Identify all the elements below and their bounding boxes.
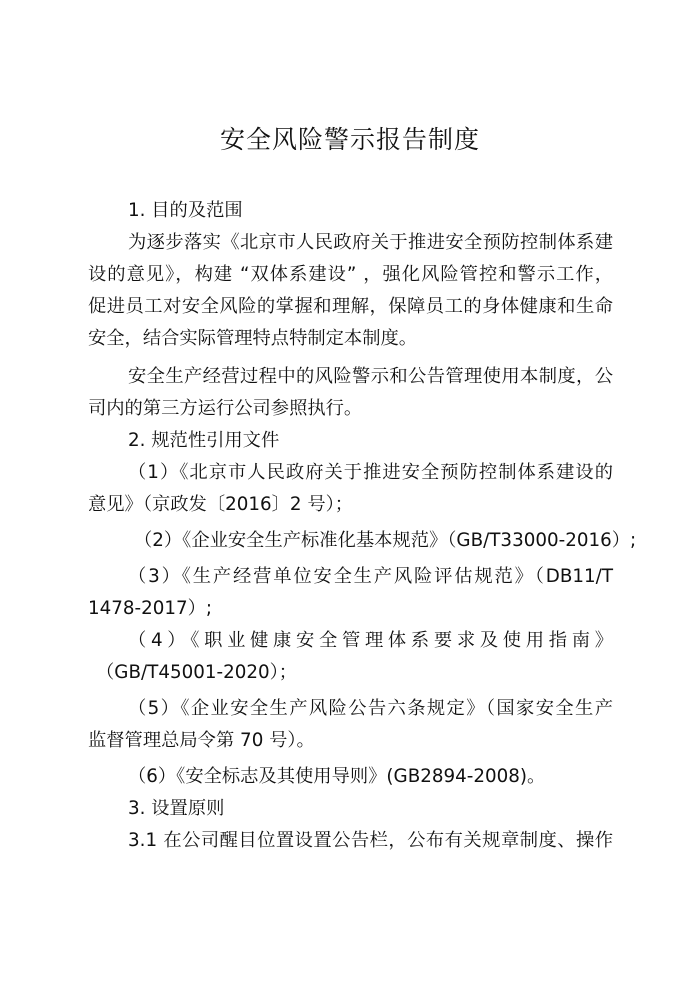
document-title: 安全风险警示报告制度 [219, 125, 480, 154]
reference-item: （GB/T45001-2020）； [96, 662, 298, 683]
reference-item: 意见》（京政发〔2016〕2 号）； [88, 494, 354, 515]
section-heading-1: 1. 目的及范围 [128, 200, 243, 221]
section-heading-2: 2. 规范性引用文件 [128, 430, 280, 451]
section-heading-3: 3. 设置原则 [128, 798, 225, 819]
reference-item: 监督管理总局令第 70 号）。 [88, 730, 315, 751]
reference-item: 1478-2017）; [88, 598, 213, 619]
paragraph-line: 3.1 在公司醒目位置设置公告栏，公布有关规章制度、操作 [128, 830, 613, 851]
reference-item: （3）《生产经营单位安全生产风险评估规范》（DB11/T [128, 566, 613, 587]
paragraph-line: 安全生产经营过程中的风险警示和公告管理使用本制度，公 [128, 366, 613, 387]
reference-item: （1）《北京市人民政府关于推进安全预防控制体系建设的 [128, 462, 613, 483]
paragraph-line: 设的意见》，构建 “双体系建设” ，强化风险管控和警示工作， [88, 264, 613, 285]
paragraph-line: 安全，结合实际管理特点特制定本制度。 [88, 328, 418, 349]
reference-item: （5）《企业安全生产风险公告六条规定》（国家安全生产 [128, 698, 613, 719]
paragraph-line: 促进员工对安全风险的掌握和理解，保障员工的身体健康和生命 [88, 296, 613, 317]
paragraph-line: 司内的第三方运行公司参照执行。 [88, 398, 363, 419]
paragraph-line: 为逐步落实《北京市人民政府关于推进安全预防控制体系建 [128, 232, 613, 253]
reference-item: （2）《企业安全生产标准化基本规范》（GB/T33000-2016）; [134, 530, 637, 551]
reference-item: （6）《安全标志及其使用导则》(GB2894-2008)。 [128, 766, 546, 787]
reference-item: （4）《职业健康安全管理体系要求及使用指南》 [128, 630, 613, 651]
